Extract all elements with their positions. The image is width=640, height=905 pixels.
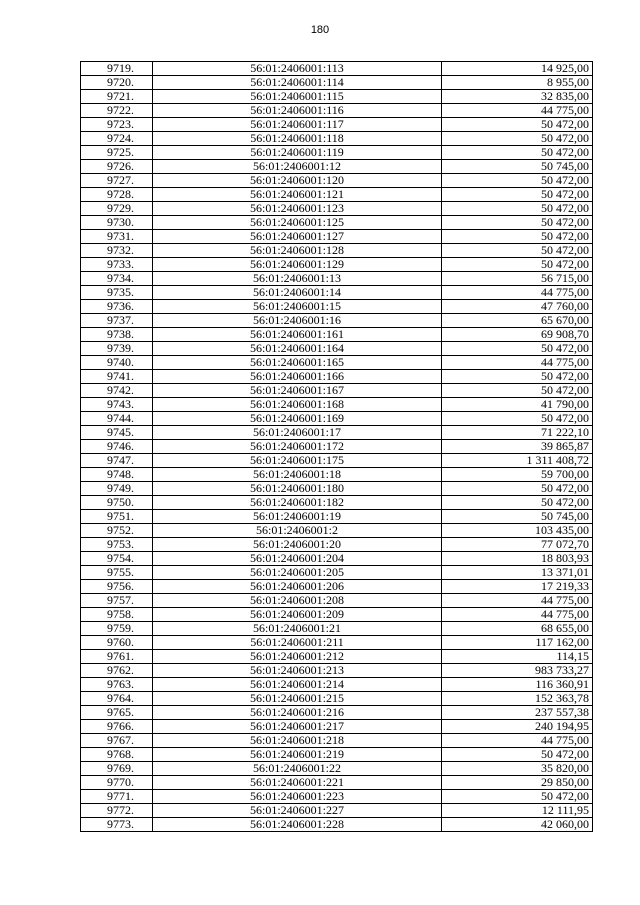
row-number: 9741. — [81, 370, 153, 384]
table-row — [81, 678, 593, 692]
table-row — [81, 174, 593, 188]
table-row — [81, 62, 593, 76]
row-number: 9745. — [81, 426, 153, 440]
cadastral-number: 56:01:2406001:211 — [153, 636, 442, 650]
table-row — [81, 356, 593, 370]
cadastral-number: 56:01:2406001:121 — [153, 188, 442, 202]
cadastral-value: 50 472,00 — [442, 230, 593, 244]
row-number: 9734. — [81, 272, 153, 286]
table-row — [81, 818, 593, 832]
row-number: 9761. — [81, 650, 153, 664]
row-number: 9763. — [81, 678, 153, 692]
cadastral-value: 50 472,00 — [442, 370, 593, 384]
table-row — [81, 90, 593, 104]
cadastral-number: 56:01:2406001:117 — [153, 118, 442, 132]
row-number: 9722. — [81, 104, 153, 118]
table-row — [81, 566, 593, 580]
table-row — [81, 202, 593, 216]
cadastral-value: 983 733,27 — [442, 664, 593, 678]
row-number: 9753. — [81, 538, 153, 552]
table-row — [81, 440, 593, 454]
row-number: 9740. — [81, 356, 153, 370]
row-number: 9727. — [81, 174, 153, 188]
row-number: 9738. — [81, 328, 153, 342]
table-row — [81, 188, 593, 202]
cadastral-number: 56:01:2406001:113 — [153, 62, 442, 76]
cadastral-number: 56:01:2406001:18 — [153, 468, 442, 482]
row-number: 9723. — [81, 118, 153, 132]
table-row — [81, 496, 593, 510]
table-row — [81, 300, 593, 314]
row-number: 9766. — [81, 720, 153, 734]
cadastral-value-table — [80, 61, 593, 832]
row-number: 9760. — [81, 636, 153, 650]
table-row — [81, 244, 593, 258]
row-number: 9720. — [81, 76, 153, 90]
cadastral-number: 56:01:2406001:165 — [153, 356, 442, 370]
row-number: 9737. — [81, 314, 153, 328]
row-number: 9747. — [81, 454, 153, 468]
cadastral-value: 103 435,00 — [442, 524, 593, 538]
cadastral-value: 152 363,78 — [442, 692, 593, 706]
cadastral-number: 56:01:2406001:118 — [153, 132, 442, 146]
table-row — [81, 706, 593, 720]
cadastral-value: 50 472,00 — [442, 258, 593, 272]
cadastral-number: 56:01:2406001:223 — [153, 790, 442, 804]
cadastral-number: 56:01:2406001:114 — [153, 76, 442, 90]
table-row — [81, 524, 593, 538]
cadastral-value: 50 472,00 — [442, 790, 593, 804]
row-number: 9725. — [81, 146, 153, 160]
table-row — [81, 510, 593, 524]
table-row — [81, 636, 593, 650]
cadastral-value: 59 700,00 — [442, 468, 593, 482]
cadastral-value: 42 060,00 — [442, 818, 593, 832]
cadastral-value: 44 775,00 — [442, 356, 593, 370]
table-row — [81, 384, 593, 398]
row-number: 9729. — [81, 202, 153, 216]
table-row — [81, 412, 593, 426]
cadastral-number: 56:01:2406001:167 — [153, 384, 442, 398]
cadastral-value: 50 472,00 — [442, 202, 593, 216]
row-number: 9757. — [81, 594, 153, 608]
cadastral-number: 56:01:2406001:166 — [153, 370, 442, 384]
cadastral-number: 56:01:2406001:168 — [153, 398, 442, 412]
row-number: 9769. — [81, 762, 153, 776]
cadastral-value: 56 715,00 — [442, 272, 593, 286]
table-row — [81, 482, 593, 496]
cadastral-value: 12 111,95 — [442, 804, 593, 818]
cadastral-value: 68 655,00 — [442, 622, 593, 636]
row-number: 9743. — [81, 398, 153, 412]
row-number: 9771. — [81, 790, 153, 804]
cadastral-number: 56:01:2406001:209 — [153, 608, 442, 622]
cadastral-value: 50 472,00 — [442, 146, 593, 160]
table-row — [81, 776, 593, 790]
cadastral-value: 50 472,00 — [442, 132, 593, 146]
cadastral-number: 56:01:2406001:180 — [153, 482, 442, 496]
table-row — [81, 132, 593, 146]
cadastral-value: 44 775,00 — [442, 594, 593, 608]
cadastral-value: 117 162,00 — [442, 636, 593, 650]
cadastral-number: 56:01:2406001:227 — [153, 804, 442, 818]
table-row — [81, 286, 593, 300]
row-number: 9764. — [81, 692, 153, 706]
cadastral-value: 1 311 408,72 — [442, 454, 593, 468]
row-number: 9770. — [81, 776, 153, 790]
cadastral-number: 56:01:2406001:20 — [153, 538, 442, 552]
cadastral-value: 32 835,00 — [442, 90, 593, 104]
cadastral-value: 71 222,10 — [442, 426, 593, 440]
cadastral-value: 50 472,00 — [442, 342, 593, 356]
table-row — [81, 734, 593, 748]
cadastral-value: 17 219,33 — [442, 580, 593, 594]
cadastral-number: 56:01:2406001:125 — [153, 216, 442, 230]
row-number: 9728. — [81, 188, 153, 202]
table-row — [81, 104, 593, 118]
cadastral-value: 14 925,00 — [442, 62, 593, 76]
table-row — [81, 804, 593, 818]
row-number: 9742. — [81, 384, 153, 398]
cadastral-number: 56:01:2406001:127 — [153, 230, 442, 244]
cadastral-value: 50 472,00 — [442, 188, 593, 202]
table-row — [81, 580, 593, 594]
row-number: 9746. — [81, 440, 153, 454]
cadastral-value: 44 775,00 — [442, 104, 593, 118]
table-row — [81, 608, 593, 622]
table-row — [81, 650, 593, 664]
cadastral-number: 56:01:2406001:116 — [153, 104, 442, 118]
table-row — [81, 790, 593, 804]
cadastral-number: 56:01:2406001:19 — [153, 510, 442, 524]
cadastral-number: 56:01:2406001:16 — [153, 314, 442, 328]
table-row — [81, 328, 593, 342]
cadastral-value: 114,15 — [442, 650, 593, 664]
cadastral-number: 56:01:2406001:216 — [153, 706, 442, 720]
row-number: 9735. — [81, 286, 153, 300]
table-row — [81, 76, 593, 90]
cadastral-number: 56:01:2406001:215 — [153, 692, 442, 706]
row-number: 9765. — [81, 706, 153, 720]
table-row — [81, 594, 593, 608]
row-number: 9732. — [81, 244, 153, 258]
cadastral-number: 56:01:2406001:161 — [153, 328, 442, 342]
table-row — [81, 426, 593, 440]
cadastral-value: 240 194,95 — [442, 720, 593, 734]
table-row — [81, 720, 593, 734]
cadastral-value: 29 850,00 — [442, 776, 593, 790]
cadastral-value: 8 955,00 — [442, 76, 593, 90]
cadastral-value: 18 803,93 — [442, 552, 593, 566]
cadastral-value: 237 557,38 — [442, 706, 593, 720]
cadastral-value: 50 472,00 — [442, 482, 593, 496]
row-number: 9736. — [81, 300, 153, 314]
cadastral-value: 50 472,00 — [442, 412, 593, 426]
cadastral-value: 44 775,00 — [442, 734, 593, 748]
cadastral-number: 56:01:2406001:213 — [153, 664, 442, 678]
cadastral-number: 56:01:2406001:169 — [153, 412, 442, 426]
row-number: 9755. — [81, 566, 153, 580]
row-number: 9730. — [81, 216, 153, 230]
cadastral-number: 56:01:2406001:182 — [153, 496, 442, 510]
table-row — [81, 342, 593, 356]
table-row — [81, 748, 593, 762]
row-number: 9756. — [81, 580, 153, 594]
cadastral-number: 56:01:2406001:15 — [153, 300, 442, 314]
row-number: 9758. — [81, 608, 153, 622]
cadastral-value: 77 072,70 — [442, 538, 593, 552]
table-row — [81, 664, 593, 678]
cadastral-value: 39 865,87 — [442, 440, 593, 454]
cadastral-number: 56:01:2406001:218 — [153, 734, 442, 748]
row-number: 9759. — [81, 622, 153, 636]
table-row — [81, 762, 593, 776]
cadastral-number: 56:01:2406001:119 — [153, 146, 442, 160]
cadastral-number: 56:01:2406001:129 — [153, 258, 442, 272]
table-row — [81, 118, 593, 132]
cadastral-number: 56:01:2406001:212 — [153, 650, 442, 664]
cadastral-value: 35 820,00 — [442, 762, 593, 776]
row-number: 9731. — [81, 230, 153, 244]
table-row — [81, 370, 593, 384]
row-number: 9744. — [81, 412, 153, 426]
row-number: 9748. — [81, 468, 153, 482]
cadastral-number: 56:01:2406001:14 — [153, 286, 442, 300]
row-number: 9719. — [81, 62, 153, 76]
cadastral-value: 50 472,00 — [442, 216, 593, 230]
row-number: 9726. — [81, 160, 153, 174]
cadastral-number: 56:01:2406001:221 — [153, 776, 442, 790]
cadastral-value: 50 745,00 — [442, 510, 593, 524]
cadastral-value: 47 760,00 — [442, 300, 593, 314]
cadastral-value: 50 472,00 — [442, 244, 593, 258]
table-row — [81, 258, 593, 272]
cadastral-value: 50 472,00 — [442, 384, 593, 398]
cadastral-number: 56:01:2406001:175 — [153, 454, 442, 468]
cadastral-number: 56:01:2406001:219 — [153, 748, 442, 762]
table-row — [81, 272, 593, 286]
row-number: 9733. — [81, 258, 153, 272]
cadastral-value: 13 371,01 — [442, 566, 593, 580]
row-number: 9772. — [81, 804, 153, 818]
cadastral-number: 56:01:2406001:208 — [153, 594, 442, 608]
cadastral-number: 56:01:2406001:128 — [153, 244, 442, 258]
cadastral-number: 56:01:2406001:164 — [153, 342, 442, 356]
cadastral-value: 50 472,00 — [442, 118, 593, 132]
row-number: 9754. — [81, 552, 153, 566]
cadastral-number: 56:01:2406001:172 — [153, 440, 442, 454]
page-number: 180 — [310, 24, 330, 36]
cadastral-value: 50 472,00 — [442, 748, 593, 762]
table-row — [81, 216, 593, 230]
cadastral-number: 56:01:2406001:115 — [153, 90, 442, 104]
cadastral-number: 56:01:2406001:17 — [153, 426, 442, 440]
cadastral-number: 56:01:2406001:120 — [153, 174, 442, 188]
row-number: 9751. — [81, 510, 153, 524]
cadastral-number: 56:01:2406001:123 — [153, 202, 442, 216]
cadastral-number: 56:01:2406001:2 — [153, 524, 442, 538]
cadastral-value: 41 790,00 — [442, 398, 593, 412]
row-number: 9739. — [81, 342, 153, 356]
cadastral-number: 56:01:2406001:214 — [153, 678, 442, 692]
table-row — [81, 622, 593, 636]
cadastral-value: 50 472,00 — [442, 496, 593, 510]
cadastral-value: 116 360,91 — [442, 678, 593, 692]
cadastral-value: 65 670,00 — [442, 314, 593, 328]
table-row — [81, 160, 593, 174]
row-number: 9749. — [81, 482, 153, 496]
cadastral-value: 44 775,00 — [442, 608, 593, 622]
cadastral-number: 56:01:2406001:12 — [153, 160, 442, 174]
table-row — [81, 398, 593, 412]
row-number: 9721. — [81, 90, 153, 104]
cadastral-value: 50 472,00 — [442, 174, 593, 188]
row-number: 9768. — [81, 748, 153, 762]
cadastral-number: 56:01:2406001:217 — [153, 720, 442, 734]
cadastral-number: 56:01:2406001:204 — [153, 552, 442, 566]
cadastral-number: 56:01:2406001:13 — [153, 272, 442, 286]
cadastral-number: 56:01:2406001:21 — [153, 622, 442, 636]
cadastral-value: 44 775,00 — [442, 286, 593, 300]
cadastral-value: 69 908,70 — [442, 328, 593, 342]
table-row — [81, 538, 593, 552]
cadastral-number: 56:01:2406001:206 — [153, 580, 442, 594]
cadastral-number: 56:01:2406001:205 — [153, 566, 442, 580]
row-number: 9750. — [81, 496, 153, 510]
row-number: 9773. — [81, 818, 153, 832]
row-number: 9762. — [81, 664, 153, 678]
cadastral-number: 56:01:2406001:22 — [153, 762, 442, 776]
table-row — [81, 468, 593, 482]
table-row — [81, 692, 593, 706]
table-row — [81, 230, 593, 244]
table-row — [81, 146, 593, 160]
cadastral-number: 56:01:2406001:228 — [153, 818, 442, 832]
table-row — [81, 454, 593, 468]
row-number: 9767. — [81, 734, 153, 748]
row-number: 9752. — [81, 524, 153, 538]
cadastral-value: 50 745,00 — [442, 160, 593, 174]
table-row — [81, 552, 593, 566]
table-body — [81, 62, 593, 832]
table-row — [81, 314, 593, 328]
row-number: 9724. — [81, 132, 153, 146]
